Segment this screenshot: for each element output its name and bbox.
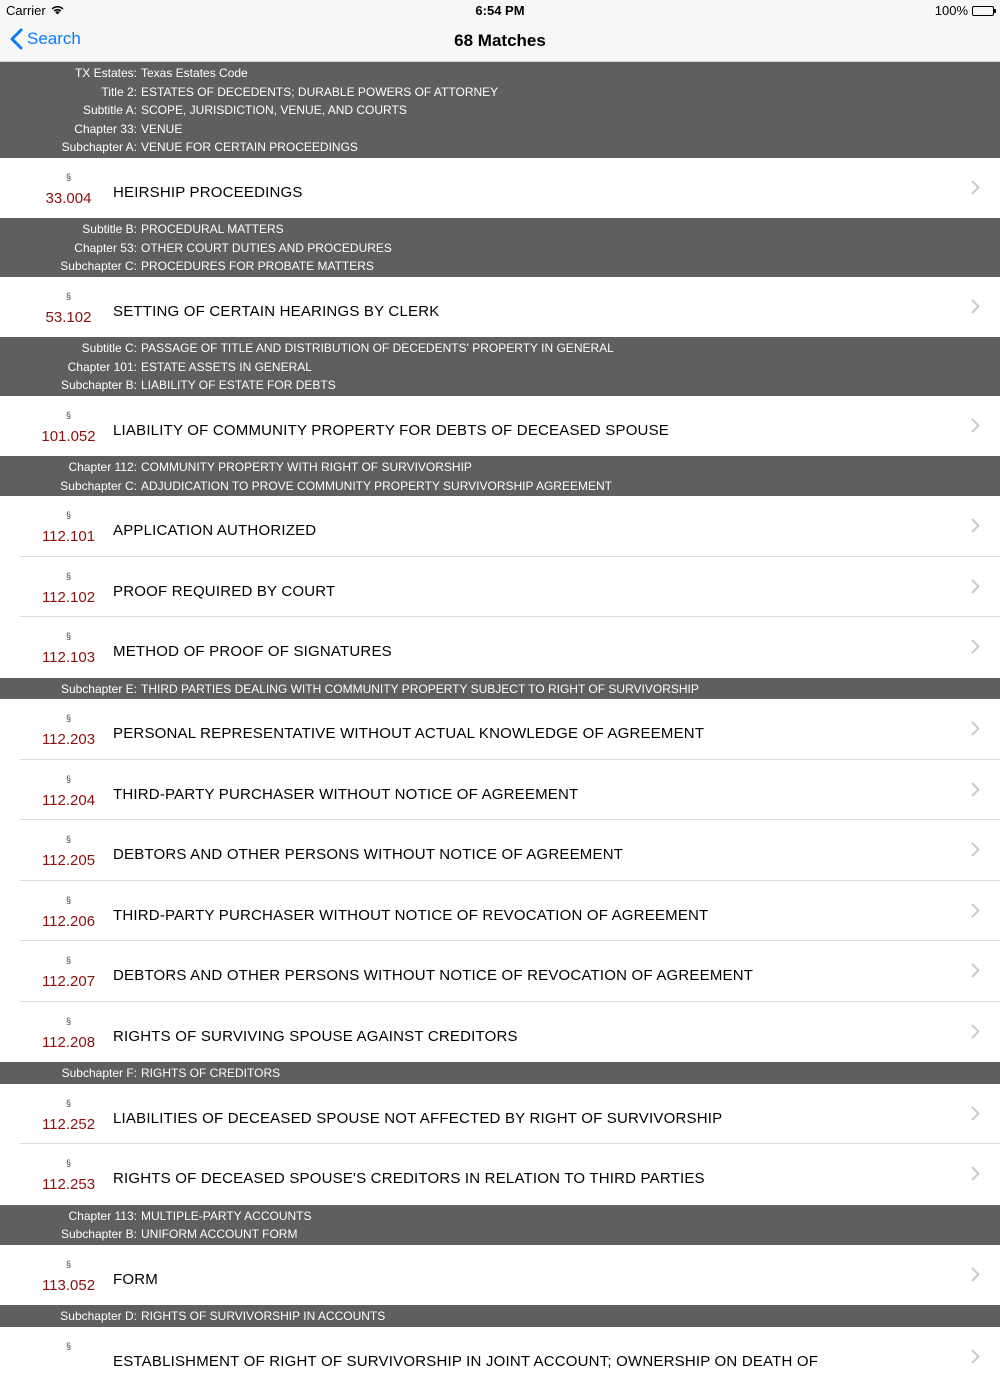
section-title: RIGHTS OF SURVIVING SPOUSE AGAINST CREDITORS [113, 1028, 518, 1045]
header-line-label: Subchapter A: [0, 138, 137, 157]
header-line-label: Subtitle A: [0, 101, 137, 120]
result-row[interactable] [0, 277, 1000, 338]
chevron-right-icon [971, 1267, 980, 1287]
header-line-label: Chapter 101: [0, 358, 137, 377]
section-title: METHOD OF PROOF OF SIGNATURES [113, 643, 392, 660]
result-row[interactable] [0, 1144, 1000, 1205]
header-line-label: Chapter 33: [0, 120, 137, 139]
header-line-label: Chapter 53: [0, 239, 137, 258]
chevron-right-icon [971, 963, 980, 983]
section-symbol: § [20, 1158, 117, 1168]
section-symbol: § [20, 291, 117, 301]
header-line [0, 138, 1000, 157]
header-line-value: Texas Estates Code [137, 64, 248, 83]
status-time: 6:54 PM [0, 3, 1000, 18]
section-symbol: § [20, 713, 117, 723]
result-row[interactable] [0, 1002, 1000, 1063]
result-row[interactable] [0, 158, 1000, 219]
back-button-label: Search [27, 29, 81, 49]
section-symbol: § [20, 955, 117, 965]
result-row[interactable] [0, 1245, 1000, 1306]
chevron-right-icon [971, 903, 980, 923]
section-header [0, 1062, 1000, 1084]
header-line-label: Subtitle C: [0, 339, 137, 358]
section-number: 112.101 [20, 528, 117, 545]
chevron-right-icon [971, 579, 980, 599]
header-line [0, 477, 1000, 496]
section-number: 33.004 [20, 190, 117, 207]
section-title: LIABILITY OF COMMUNITY PROPERTY FOR DEBTS OF DECEASED SPOUSE [113, 422, 669, 439]
chevron-right-icon [971, 842, 980, 862]
header-line-value: MULTIPLE-PARTY ACCOUNTS [137, 1207, 311, 1226]
chevron-right-icon [971, 721, 980, 741]
result-row[interactable] [0, 1327, 1000, 1387]
header-line-value: PASSAGE OF TITLE AND DISTRIBUTION OF DECEDENTS' PROPERTY IN GENERAL [137, 339, 614, 358]
section-title: SETTING OF CERTAIN HEARINGS BY CLERK [113, 303, 439, 320]
section-symbol: § [20, 631, 117, 641]
header-line [0, 257, 1000, 276]
header-line [0, 376, 1000, 395]
result-row[interactable] [0, 496, 1000, 557]
navigation-bar [0, 20, 1000, 62]
section-header [0, 62, 1000, 158]
section-title: THIRD-PARTY PURCHASER WITHOUT NOTICE OF REVOCATION OF AGREEMENT [113, 907, 708, 924]
chevron-right-icon [971, 418, 980, 438]
result-row[interactable] [0, 396, 1000, 457]
header-line-value: LIABILITY OF ESTATE FOR DEBTS [137, 376, 336, 395]
section-number: 112.204 [20, 792, 117, 809]
section-title: ESTABLISHMENT OF RIGHT OF SURVIVORSHIP IN JOINT ACCOUNT; OWNERSHIP ON DEATH OF [113, 1353, 818, 1370]
header-line-label: Subtitle B: [0, 220, 137, 239]
section-symbol: § [20, 834, 117, 844]
section-title: DEBTORS AND OTHER PERSONS WITHOUT NOTICE OF AGREEMENT [113, 846, 623, 863]
chevron-right-icon [971, 518, 980, 538]
section-number: 112.103 [20, 649, 117, 666]
header-line-label: Subchapter B: [0, 1225, 137, 1244]
header-line-value: ADJUDICATION TO PROVE COMMUNITY PROPERTY SURVIVORSHIP AGREEMENT [137, 477, 612, 496]
section-title: APPLICATION AUTHORIZED [113, 522, 316, 539]
section-number: 53.102 [20, 309, 117, 326]
section-symbol: § [20, 571, 117, 581]
header-line [0, 239, 1000, 258]
chevron-right-icon [971, 299, 980, 319]
section-header [0, 1205, 1000, 1245]
section-title: HEIRSHIP PROCEEDINGS [113, 184, 303, 201]
header-line-value: RIGHTS OF SURVIVORSHIP IN ACCOUNTS [137, 1307, 385, 1326]
header-line [0, 680, 1000, 699]
chevron-right-icon [971, 1166, 980, 1186]
section-title: FORM [113, 1271, 158, 1288]
chevron-right-icon [971, 782, 980, 802]
section-header [0, 337, 1000, 396]
section-number: 112.208 [20, 1034, 117, 1051]
section-symbol: § [20, 1259, 117, 1269]
header-line [0, 220, 1000, 239]
section-symbol: § [20, 774, 117, 784]
section-title: RIGHTS OF DECEASED SPOUSE'S CREDITORS IN RELATION TO THIRD PARTIES [113, 1170, 705, 1187]
chevron-right-icon [971, 1106, 980, 1126]
result-row[interactable] [0, 820, 1000, 881]
status-bar [0, 0, 1000, 20]
header-line [0, 358, 1000, 377]
status-right [935, 3, 994, 18]
section-number: 112.207 [20, 973, 117, 990]
header-line-value: SCOPE, JURISDICTION, VENUE, AND COURTS [137, 101, 407, 120]
carrier-label: Carrier [6, 3, 46, 18]
header-line [0, 83, 1000, 102]
result-row[interactable] [0, 760, 1000, 821]
section-title: THIRD-PARTY PURCHASER WITHOUT NOTICE OF AGREEMENT [113, 786, 578, 803]
header-line [0, 120, 1000, 139]
section-header [0, 456, 1000, 496]
battery-percent: 100% [935, 3, 968, 18]
header-line [0, 458, 1000, 477]
header-line-label: Subchapter E: [0, 680, 137, 699]
header-line-label: Subchapter B: [0, 376, 137, 395]
section-symbol: § [20, 1341, 117, 1351]
header-line-value: PROCEDURAL MATTERS [137, 220, 284, 239]
section-symbol: § [20, 895, 117, 905]
header-line-label: TX Estates: [0, 64, 137, 83]
header-line [0, 1207, 1000, 1226]
section-number: 112.205 [20, 852, 117, 869]
header-line-label: Subchapter D: [0, 1307, 137, 1326]
header-line-label: Title 2: [0, 83, 137, 102]
header-line [0, 64, 1000, 83]
section-symbol: § [20, 510, 117, 520]
section-title: LIABILITIES OF DECEASED SPOUSE NOT AFFECTED BY RIGHT OF SURVIVORSHIP [113, 1110, 722, 1127]
header-line-label: Chapter 112: [0, 458, 137, 477]
section-symbol: § [20, 1098, 117, 1108]
header-line-value: THIRD PARTIES DEALING WITH COMMUNITY PROPERTY SUBJECT TO RIGHT OF SURVIVORSHIP [137, 680, 699, 699]
section-symbol: § [20, 410, 117, 420]
header-line [0, 101, 1000, 120]
header-line-value: UNIFORM ACCOUNT FORM [137, 1225, 297, 1244]
header-line-value: ESTATE ASSETS IN GENERAL [137, 358, 312, 377]
header-line-value: OTHER COURT DUTIES AND PROCEDURES [137, 239, 392, 258]
header-line-value: PROCEDURES FOR PROBATE MATTERS [137, 257, 374, 276]
section-title: DEBTORS AND OTHER PERSONS WITHOUT NOTICE OF REVOCATION OF AGREEMENT [113, 967, 753, 984]
section-header [0, 678, 1000, 700]
header-line-label: Chapter 113: [0, 1207, 137, 1226]
header-line-value: VENUE FOR CERTAIN PROCEEDINGS [137, 138, 358, 157]
result-row[interactable] [0, 881, 1000, 942]
section-number: 112.253 [20, 1176, 117, 1193]
results-list [0, 62, 1000, 1387]
section-symbol: § [20, 172, 117, 182]
header-line [0, 1225, 1000, 1244]
header-line-label: Subchapter C: [0, 477, 137, 496]
chevron-right-icon [971, 1349, 980, 1369]
header-line [0, 1307, 1000, 1326]
result-row[interactable] [0, 617, 1000, 678]
battery-icon [972, 6, 994, 16]
header-line-value: RIGHTS OF CREDITORS [137, 1064, 280, 1083]
chevron-right-icon [971, 180, 980, 200]
header-line-value: VENUE [137, 120, 182, 139]
chevron-right-icon [971, 1024, 980, 1044]
section-number: 112.252 [20, 1116, 117, 1133]
result-row[interactable] [0, 557, 1000, 618]
header-line-label: Subchapter F: [0, 1064, 137, 1083]
header-line [0, 1064, 1000, 1083]
section-number: 112.203 [20, 731, 117, 748]
section-title: PERSONAL REPRESENTATIVE WITHOUT ACTUAL KNOWLEDGE OF AGREEMENT [113, 725, 704, 742]
section-title: PROOF REQUIRED BY COURT [113, 583, 335, 600]
header-line-value: COMMUNITY PROPERTY WITH RIGHT OF SURVIVORSHIP [137, 458, 472, 477]
result-row[interactable] [0, 699, 1000, 760]
page-title: 68 Matches [0, 31, 1000, 51]
header-line-label: Subchapter C: [0, 257, 137, 276]
result-row[interactable] [0, 941, 1000, 1002]
header-line [0, 339, 1000, 358]
header-line-value: ESTATES OF DECEDENTS; DURABLE POWERS OF ATTORNEY [137, 83, 498, 102]
section-number: 112.206 [20, 913, 117, 930]
chevron-right-icon [971, 639, 980, 659]
section-header [0, 1305, 1000, 1327]
result-row[interactable] [0, 1084, 1000, 1145]
section-header [0, 218, 1000, 277]
section-number: 113.052 [20, 1277, 117, 1294]
section-number: 101.052 [20, 428, 117, 445]
section-number: 112.102 [20, 589, 117, 606]
section-symbol: § [20, 1016, 117, 1026]
